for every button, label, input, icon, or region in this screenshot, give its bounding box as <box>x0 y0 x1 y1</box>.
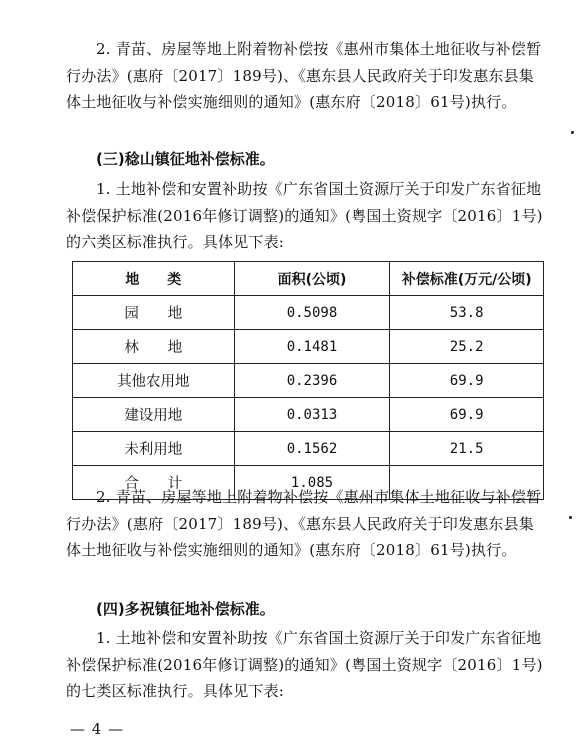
cell-land-type: 林 地 <box>73 330 235 364</box>
table-row <box>73 330 544 364</box>
table-row <box>73 432 544 466</box>
cell-land-type: 其他农用地 <box>73 364 235 398</box>
cell-area: 0.2396 <box>234 364 390 398</box>
paragraph-attachment-compensation-1: 2. 青苗、房屋等地上附着物补偿按《惠州市集体土地征收与补偿暂行办法》(惠府〔2017〕189号)、《惠东县人民政府关于印发惠东县集体土地征收与补偿实施细则的通知》(惠东府〔2018〕61号)执行。 <box>66 40 542 111</box>
header-land-type: 地 类 <box>73 262 235 296</box>
page-number: — 4 — <box>70 720 125 738</box>
cell-area: 0.1481 <box>234 330 390 364</box>
section-heading-renshan: (三)稔山镇征地补偿标准。 <box>96 150 275 168</box>
scan-speck <box>571 131 574 134</box>
cell-standard: 25.2 <box>390 330 544 364</box>
table-row <box>73 398 544 432</box>
cell-total-label: 合 计 <box>73 466 235 500</box>
table-row <box>73 296 544 330</box>
compensation-table <box>72 261 544 500</box>
paragraph-land-compensation-duozhu: 1. 土地补偿和安置补助按《广东省国土资源厅关于印发广东省征地补偿保护标准(2016年修订调整)的通知》(粤国土资规字〔2016〕1号)的七类区标准执行。具体见下表: <box>66 629 543 700</box>
section-heading-duozhu: (四)多祝镇征地补偿标准。 <box>96 600 275 618</box>
table-row <box>73 364 544 398</box>
paragraph-land-compensation-renshan: 1. 土地补偿和安置补助按《广东省国土资源厅关于印发广东省征地补偿保护标准(2016年修订调整)的通知》(粤国土资规字〔2016〕1号)的六类区标准执行。具体见下表: <box>66 180 543 251</box>
cell-area: 0.5098 <box>234 296 390 330</box>
cell-area: 0.1562 <box>234 432 390 466</box>
cell-standard: 69.9 <box>390 364 544 398</box>
cell-total-area: 1.085 <box>234 466 390 500</box>
cell-land-type: 未利用地 <box>73 432 235 466</box>
cell-land-type: 园 地 <box>73 296 235 330</box>
header-compensation-standard: 补偿标准(万元/公顷) <box>390 262 544 296</box>
cell-area: 0.0313 <box>234 398 390 432</box>
paragraph-attachment-compensation-2: 2. 青苗、房屋等地上附着物补偿按《惠州市集体土地征收与补偿暂行办法》(惠府〔2017〕189号)、《惠东县人民政府关于印发惠东县集体土地征收与补偿实施细则的通知》(惠东府〔2018〕61号)执行。 <box>66 488 542 559</box>
scan-speck <box>569 516 572 519</box>
cell-standard: 21.5 <box>390 432 544 466</box>
table-header-row <box>73 262 544 296</box>
cell-land-type: 建设用地 <box>73 398 235 432</box>
cell-standard: 69.9 <box>390 398 544 432</box>
header-area: 面积(公顷) <box>234 262 390 296</box>
cell-standard: 53.8 <box>390 296 544 330</box>
